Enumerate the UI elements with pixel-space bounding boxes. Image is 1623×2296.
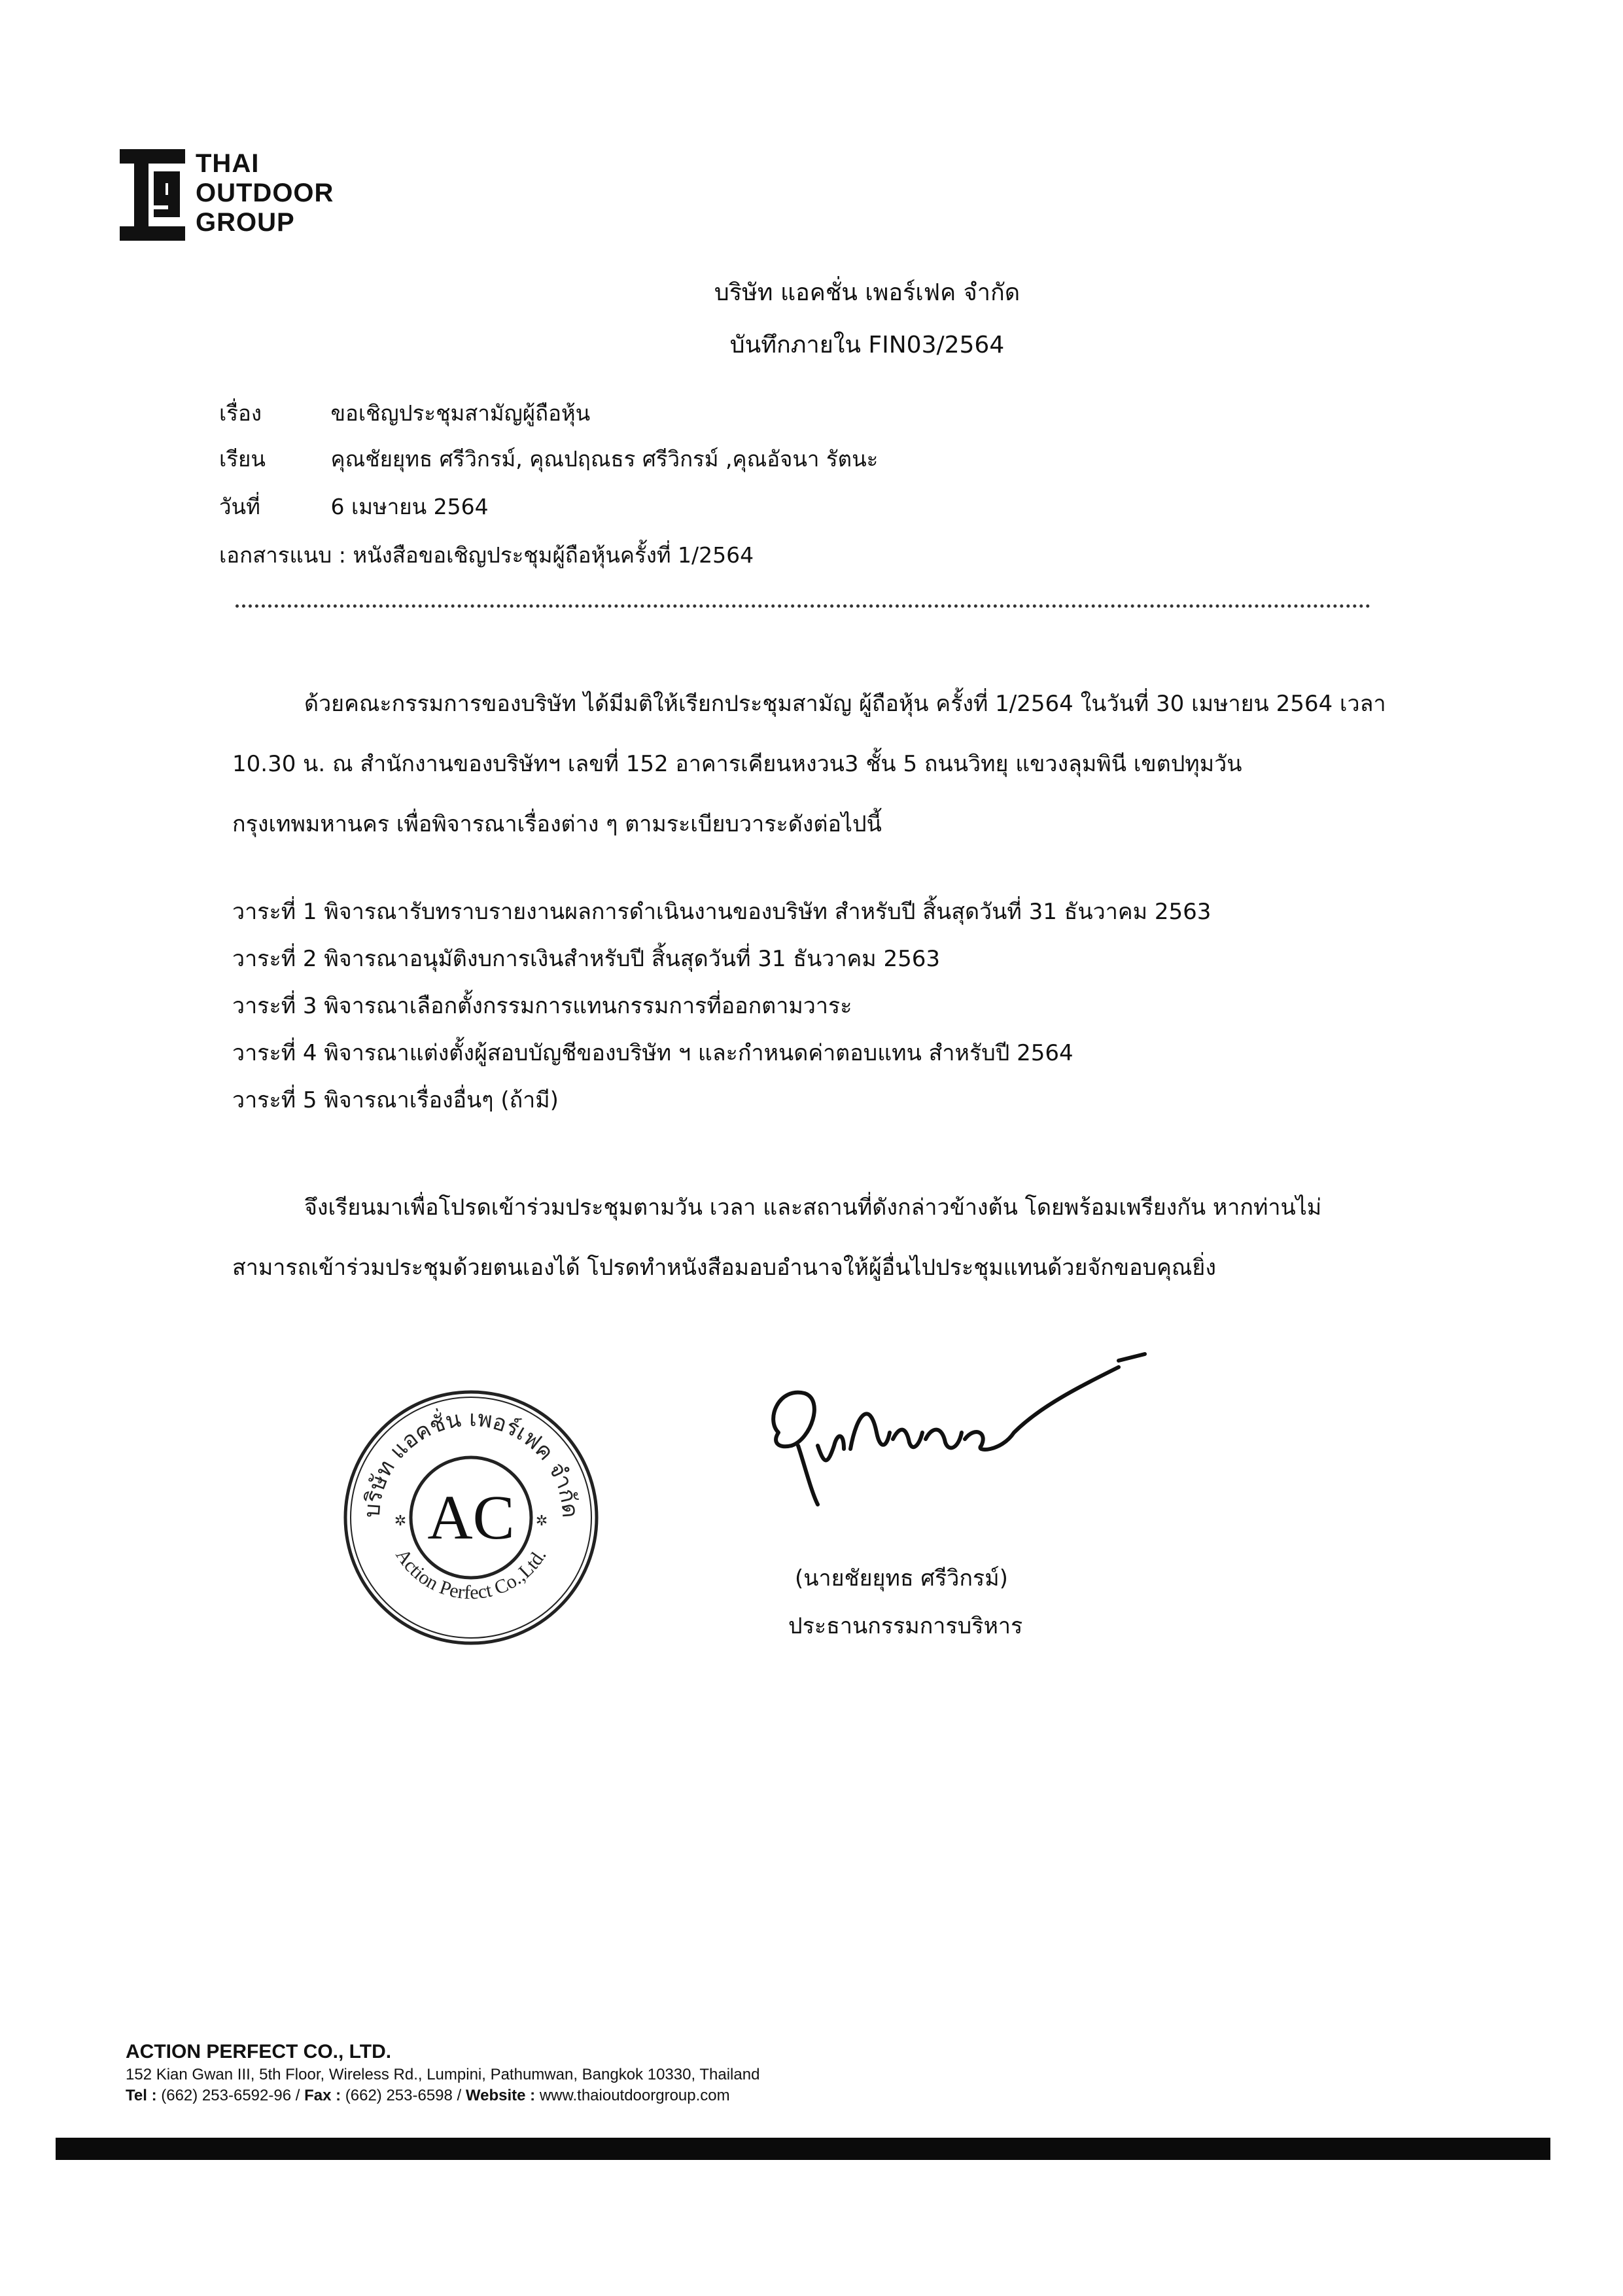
tog-logo-icon bbox=[120, 149, 185, 241]
logo-line-1: THAI bbox=[196, 149, 260, 178]
attachment-row: เอกสารแนบ : หนังสือขอเชิญประชุมผู้ถือหุ้นครั้งที่ 1/2564 bbox=[219, 542, 754, 568]
svg-text:บริษัท แอคชั่น เพอร์เฟค จำกัด: บริษัท แอคชั่น เพอร์เฟค จำกัด bbox=[358, 1405, 584, 1519]
agenda-list bbox=[232, 888, 1397, 1124]
dotted-divider bbox=[236, 604, 1370, 608]
invitation-paragraph bbox=[232, 674, 1397, 854]
handwritten-signature-icon bbox=[752, 1334, 1158, 1531]
date-label: วันที่ bbox=[219, 494, 260, 519]
closing-text: จึงเรียนมาเพื่อโปรดเข้าร่วมประชุมตามวัน เวลา และสถานที่ดังกล่าวข้างต้น โดยพร้อมเพรียงกัน หากท่านไม่สามารถเข้าร่วมประชุมด้วยตนเองได้ โปรดทำหนังสือมอบอำนาจให้ผู้อื่นไปประชุมแทนด้วยจักขอบคุณยิ่ง bbox=[232, 1194, 1322, 1281]
subject-row bbox=[219, 396, 590, 430]
agenda-item: วาระที่ 4 พิจารณาแต่งตั้งผู้สอบบัญชีของบริษัท ฯ และกำหนดค่าตอบแทน สำหรับปี 2564 bbox=[232, 1040, 1073, 1066]
agenda-item: วาระที่ 5 พิจารณาเรื่องอื่นๆ (ถ้ามี) bbox=[232, 1087, 559, 1113]
agenda-item: วาระที่ 2 พิจารณาอนุมัติงบการเงินสำหรับปี สิ้นสุดวันที่ 31 ธันวาคม 2563 bbox=[232, 946, 941, 972]
signer-title: ประธานกรรมการบริหาร bbox=[788, 1613, 1023, 1639]
footer-company-name: ACTION PERFECT CO., LTD. bbox=[126, 2041, 392, 2062]
company-logo bbox=[120, 149, 355, 241]
logo-wordmark bbox=[196, 149, 334, 237]
logo-line-2: OUTDOOR bbox=[196, 179, 334, 207]
tel-label: Tel : bbox=[126, 2087, 157, 2104]
website-label: Website : bbox=[465, 2087, 536, 2104]
company-seal-icon bbox=[340, 1387, 602, 1648]
recipient-label: เรียน bbox=[219, 446, 266, 472]
signer-name: (นายชัยยุทธ ศรีวิกรม์) bbox=[795, 1565, 1008, 1592]
invitation-text: ด้วยคณะกรรมการของบริษัท ได้มีมติให้เรียกประชุมสามัญ ผู้ถือหุ้น ครั้งที่ 1/2564 ในวันที่ 30 เมษายน 2564 เวลา 10.30 น. ณ สำนักงานของบริษัทฯ เลขที่ 152 อาคารเคียนหงวน3 ชั้น 5 ถนนวิทยุ แขวงลุมพินี เขตปทุมวัน กรุงเทพมหานคร เพื่อพิจารณาเรื่องต่าง ๆ ตามระเบียบวาระดังต่อไปนี้ bbox=[232, 691, 1386, 837]
footer-bar bbox=[56, 2138, 1550, 2160]
svg-text:AC: AC bbox=[427, 1482, 515, 1552]
logo-line-3: GROUP bbox=[196, 208, 295, 237]
footer-address: 152 Kian Gwan III, 5th Floor, Wireless Rd., Lumpini, Pathumwan, Bangkok 10330, Thailand bbox=[126, 2066, 760, 2083]
letterhead-footer bbox=[126, 2040, 759, 2106]
subject-label: เรื่อง bbox=[219, 400, 262, 426]
tel-value: (662) 253-6592-96 / bbox=[161, 2087, 300, 2104]
closing-paragraph bbox=[232, 1177, 1397, 1298]
footer-contact-line bbox=[126, 2085, 759, 2106]
svg-text:Action Perfect Co.,Ltd.: Action Perfect Co.,Ltd. bbox=[391, 1544, 551, 1604]
date-row bbox=[219, 489, 489, 524]
memo-number: บันทึกภายใน FIN03/2564 bbox=[729, 332, 1005, 358]
recipient-value: คุณชัยยุทธ ศรีวิกรม์, คุณปฤณธร ศรีวิกรม์ ,คุณอัจนา รัตนะ bbox=[330, 446, 879, 472]
subject-value: ขอเชิญประชุมสามัญผู้ถือหุ้น bbox=[330, 400, 591, 426]
svg-text:✲: ✲ bbox=[535, 1513, 548, 1529]
agenda-item: วาระที่ 1 พิจารณารับทราบรายงานผลการดำเนินงานของบริษัท สำหรับปี สิ้นสุดวันที่ 31 ธันวาคม 2563 bbox=[232, 899, 1212, 925]
fax-label: Fax : bbox=[304, 2087, 341, 2104]
svg-text:✲: ✲ bbox=[394, 1513, 407, 1529]
website-link[interactable]: www.thaioutdoorgroup.com bbox=[539, 2087, 730, 2104]
company-name-heading: บริษัท แอคชั่น เพอร์เฟค จำกัด bbox=[714, 279, 1021, 306]
agenda-item: วาระที่ 3 พิจารณาเลือกตั้งกรรมการแทนกรรมการที่ออกตามวาระ bbox=[232, 993, 852, 1019]
date-value: 6 เมษายน 2564 bbox=[330, 494, 489, 519]
recipient-row bbox=[219, 442, 878, 476]
fax-value: (662) 253-6598 / bbox=[345, 2087, 462, 2104]
